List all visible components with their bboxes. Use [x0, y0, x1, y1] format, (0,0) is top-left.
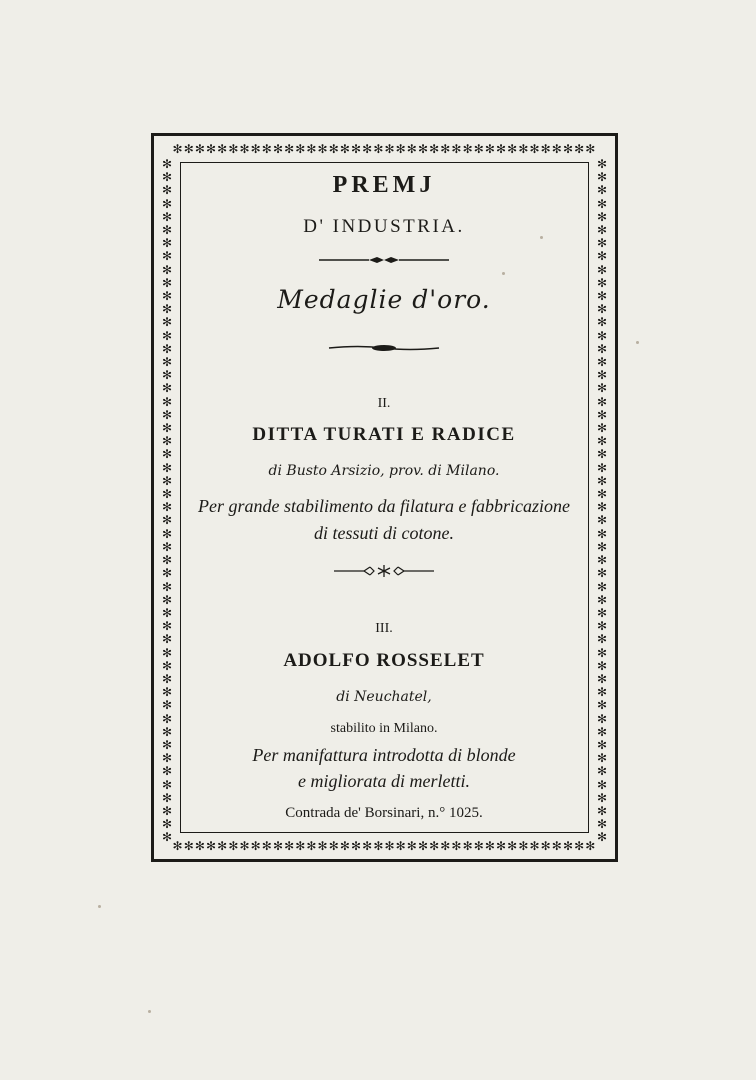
- entry-description-line-1: Per grande stabilimento da filatura e fabbricazione: [198, 496, 570, 516]
- page-content: [170, 0, 598, 1080]
- paper-speck: [98, 905, 101, 908]
- section-heading: Medaglie d'oro.: [277, 285, 491, 314]
- entry-description-line-2: di tessuti di cotone.: [314, 523, 454, 543]
- paper-speck: [636, 341, 639, 344]
- entry-description-line-2: e migliorata di merletti.: [298, 771, 470, 791]
- flourish-ornament-icon: [170, 252, 598, 270]
- entry-name: DITTA TURATI E RADICE: [252, 424, 516, 445]
- asterisk-border-icon: ✻✻✻✻✻✻✻✻✻✻✻✻✻✻✻✻✻✻✻✻✻✻✻✻✻✻✻✻✻✻✻✻✻✻✻✻✻✻ ✻✻✻✻✻✻✻✻✻✻✻✻✻✻✻✻✻✻✻✻✻✻✻✻✻✻✻✻✻✻✻✻✻✻✻✻✻✻ ✻✻✻✻✻✻✻✻✻✻✻✻✻✻✻✻✻✻✻✻✻✻✻✻✻✻✻✻✻✻✻✻✻✻✻✻✻✻✻✻✻✻✻✻✻✻✻✻✻✻✻✻ ✻✻✻✻✻✻✻✻✻✻✻✻✻✻✻✻✻✻✻✻✻✻✻✻✻✻✻✻✻✻✻✻✻✻✻✻✻✻✻✻✻✻✻✻✻✻✻✻✻✻✻✻: [161, 142, 608, 853]
- entry-name: ADOLFO ROSSELET: [283, 650, 485, 671]
- flourish-ornament-icon: [170, 340, 598, 358]
- paper-speck: [148, 1010, 151, 1013]
- entry-origin: di Neuchatel,: [336, 689, 432, 705]
- entry-residence: stabilito in Milano.: [330, 721, 438, 736]
- title-line-2: D' INDUSTRIA.: [303, 216, 465, 237]
- entry-origin: di Busto Arsizio, prov. di Milano.: [268, 463, 500, 479]
- entry-number: II.: [377, 396, 391, 411]
- paper-speck: [540, 236, 543, 239]
- entry-number: III.: [375, 621, 393, 636]
- entry-description-line-1: Per manifattura introdotta di blonde: [252, 745, 516, 765]
- paper-speck: [502, 272, 505, 275]
- flourish-ornament-icon: [170, 564, 598, 583]
- entry-address: Contrada de' Borsinari, n.° 1025.: [285, 805, 483, 821]
- title-line-1: PREMJ: [332, 172, 436, 198]
